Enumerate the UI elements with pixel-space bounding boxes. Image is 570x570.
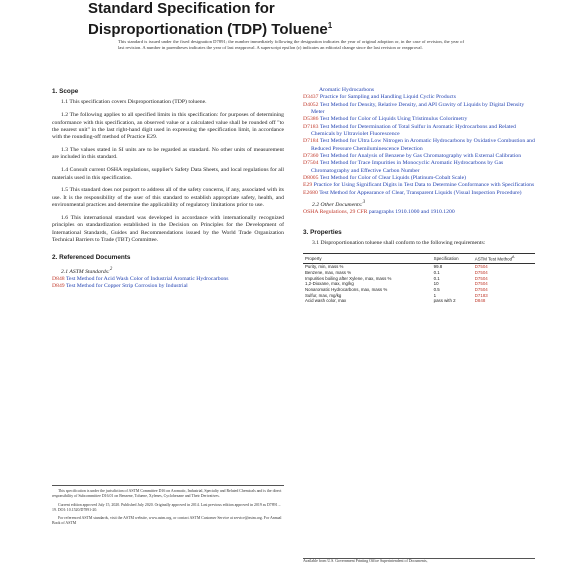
reference-code[interactable]: D8005 [303,175,319,182]
reference-item[interactable] [303,116,535,123]
spec-cell: 0.1 [433,269,440,275]
left-column [52,74,284,291]
col-property-header: Property [303,253,432,263]
astm-standards-subheading: 2.1 ASTM Standards:$^2$ [61,266,113,275]
table-row [303,298,535,304]
reference-title[interactable]: Test Method for Color of Liquids Using Tristimulus Colorimetry [319,116,468,123]
reference-item[interactable] [52,283,284,290]
reference-item[interactable] [303,124,535,139]
reference-code[interactable]: D7504 [303,160,319,167]
property-cell: Nonaromatic Hydrocarbons, max, mass % [305,286,388,292]
scope-paragraph: 1.4 Consult current OSHA regulations, supplier's Safety Data Sheets, and local regulations for all materials used in this specification. [52,167,284,181]
method-link[interactable]: D7504 [474,275,488,281]
reference-code[interactable]: D5386 [303,116,319,123]
spec-cell: 10 [433,281,439,287]
reference-title[interactable]: Test Method for Density, Relative Density, and API Gravity of Liquids by Digital Density Meter [311,101,525,116]
reference-title[interactable]: Test Method for Trace Impurities in Monocyclic Aromatic Hydrocarbons by Gas Chromatography and Effective Carbon Number [311,160,504,174]
properties-intro: 3.1 Disproportionation toluene shall conform to the following requirements: [312,240,486,247]
reference-title[interactable]: Test Method for Ultra Low Nitrogen in Aromatic Hydrocarbons by Oxidative Combustion and Reduced Pressure Chemiluminescence Detection [311,138,535,152]
reference-item[interactable] [303,190,535,197]
reference-code[interactable]: E29 [303,182,313,189]
method-link[interactable]: D7504 [474,286,488,292]
reference-title[interactable]: Test Method for Copper Strip Corrosion by Industrial [65,283,188,290]
spec-cell: 0.1 [433,275,440,281]
right-column [303,87,535,304]
reference-code[interactable]: E2680 [303,189,318,196]
property-cell: Benzene, max, mass % [305,269,352,275]
spec-cell: pass with 2 [433,298,456,304]
col-method-header: ASTM Test Method$^A$ [473,253,535,263]
reference-item[interactable] [303,209,535,216]
footnote: Current edition approved July 15, 2020. Published July 2020. Originally approved in 2014. Last previous edition approved in 2019 as D7891 – 19. DOI: 10.1520/D7891-20. [52,502,281,512]
reference-title[interactable]: Practice for Sampling and Handling Liquid Cyclic Products [319,94,456,101]
spec-cell: 0.5 [433,286,440,292]
scope-paragraph: 1.5 This standard does not purport to address all of the safety concerns, if any, associated with its use. It is the responsibility of the user of this standard to establish appropriate safety, health, and environmental practices and determine the applicability of regulatory limitations prior to use. [52,187,284,209]
reference-title[interactable]: Test Method for Color of Clear Liquids (Platinum-Cobalt Scale) [319,175,466,182]
title-line-1: Standard Specification for [88,0,275,17]
reference-item[interactable] [303,160,535,175]
property-cell: Impurities boiling after Xylene, max, mass % [305,275,392,281]
referenced-documents-heading: 2. Referenced Documents [52,254,131,262]
method-link[interactable]: D7504 [474,269,488,275]
reference-code[interactable]: D3437 [303,94,319,101]
designation-notice: This standard is issued under the fixed designation D7891; the number immediately following the designation indicates the year of original adoption or, in the case of revision, the year of last revision. A number in parentheses indicates the year of last reapproval. A superscript epsilon (ε) indicates an editorial change since the last revision or reapproval. [118,39,464,51]
reference-title[interactable]: paragraphs 1910.1000 and 1910.1200 [368,209,455,216]
reference-continuation[interactable]: Aromatic Hydrocarbons [319,87,375,93]
reference-code[interactable]: D849 [52,283,65,290]
scope-paragraph: 1.6 This international standard was developed in accordance with internationally recognized principles on standardization established in the Decision on Principles for the Development of International Standards, Guides and Recommendations issued by the World Trade Organization Technical Barriers to Trade (TBT) Committee. [52,214,284,243]
reference-item[interactable] [303,94,535,101]
reference-code[interactable]: D848 [52,275,65,282]
footnote: This specification is under the jurisdiction of ASTM Committee D16 on Aromatic, Industrial, Specialty and Related Chemicals and is the direct responsibility of Subcommittee D16.01 on Benzene, Toluene, Xylenes, Cyclohexane and Their Derivatives. [52,489,282,499]
spec-cell: 99.8 [433,264,443,270]
reference-code[interactable]: OSHA Regulations, 29 CFR [303,209,368,216]
reference-title[interactable]: Practice for Using Significant Digits in Test Data to Determine Conformance with Specifications [313,182,535,189]
scope-paragraph: 1.3 The values stated in SI units are to be regarded as standard. No other units of measurement are included in this standard. [52,147,284,161]
method-link[interactable]: D7504 [474,281,488,287]
method-link[interactable]: D7504 [474,264,488,270]
spec-cell: 1 [433,292,437,298]
property-cell: Sulfur, max, mg/kg [305,292,342,298]
method-link[interactable]: D848 [474,298,486,304]
reference-code[interactable]: D7184 [303,138,319,145]
other-documents-subheading: 2.2 Other Documents:$^3$ [312,200,366,209]
col-spec-header: Specification [432,253,473,263]
reference-title[interactable]: Test Method for Acid Wash Color of Industrial Aromatic Hydrocarbons [65,275,229,282]
reference-item[interactable] [303,102,535,117]
reference-title[interactable]: Test Method for Determination of Total Sulfur in Aromatic Hydrocarbons and Related Chemicals by Ultraviolet Fluorescence [311,123,516,138]
document-title [88,0,508,38]
reference-item[interactable] [303,138,535,153]
scope-paragraph: 1.2 The following applies to all specified limits in this specification: for purposes of determining conformance with this specification, an observed value or a calculated value shall be rounded off "to the nearest unit" in the last right-hand digit used in expressing the specification limit, in accordance with the rounding-off method of Practice E29. [52,112,284,141]
title-line-2: Disproportionation (TDP) Toluene$^1$ [88,21,333,38]
property-cell: Purity, min, mass % [305,264,344,270]
reference-title[interactable]: Test Method for Appearance of Clear, Transparent Liquids (Visual Inspection Procedure) [319,189,522,196]
scope-heading: 1. Scope [52,88,79,95]
table-header-row [303,253,535,263]
reference-code[interactable]: D7360 [303,153,319,160]
property-cell: Acid wash color, max [305,298,347,304]
method-link[interactable]: D7183 [474,292,488,298]
footnote: For referenced ASTM standards, visit the ASTM website, www.astm.org, or contact ASTM Customer Service at service@astm.org. For Annual Book of ASTM [52,516,282,526]
footnotes [52,485,284,530]
properties-heading: 3. Properties [303,228,342,236]
title-footnote-marker: 1 [327,21,333,30]
reference-code[interactable]: D4052 [303,101,319,108]
right-footnote: Available from U.S. Government Printing Office Superintendent of Documents, [303,558,535,564]
reference-item[interactable] [303,182,535,189]
property-cell: 1,2-Dioxane, max, mg/kg [305,281,354,287]
reference-title[interactable]: Test Method for Analysis of Benzene by Gas Chromatography with External Calibration [319,153,522,160]
reference-code[interactable]: D7183 [303,123,319,130]
properties-table [303,253,535,304]
scope-paragraph: 1.1 This specification covers Disproportionation (TDP) toluene. [61,99,207,106]
